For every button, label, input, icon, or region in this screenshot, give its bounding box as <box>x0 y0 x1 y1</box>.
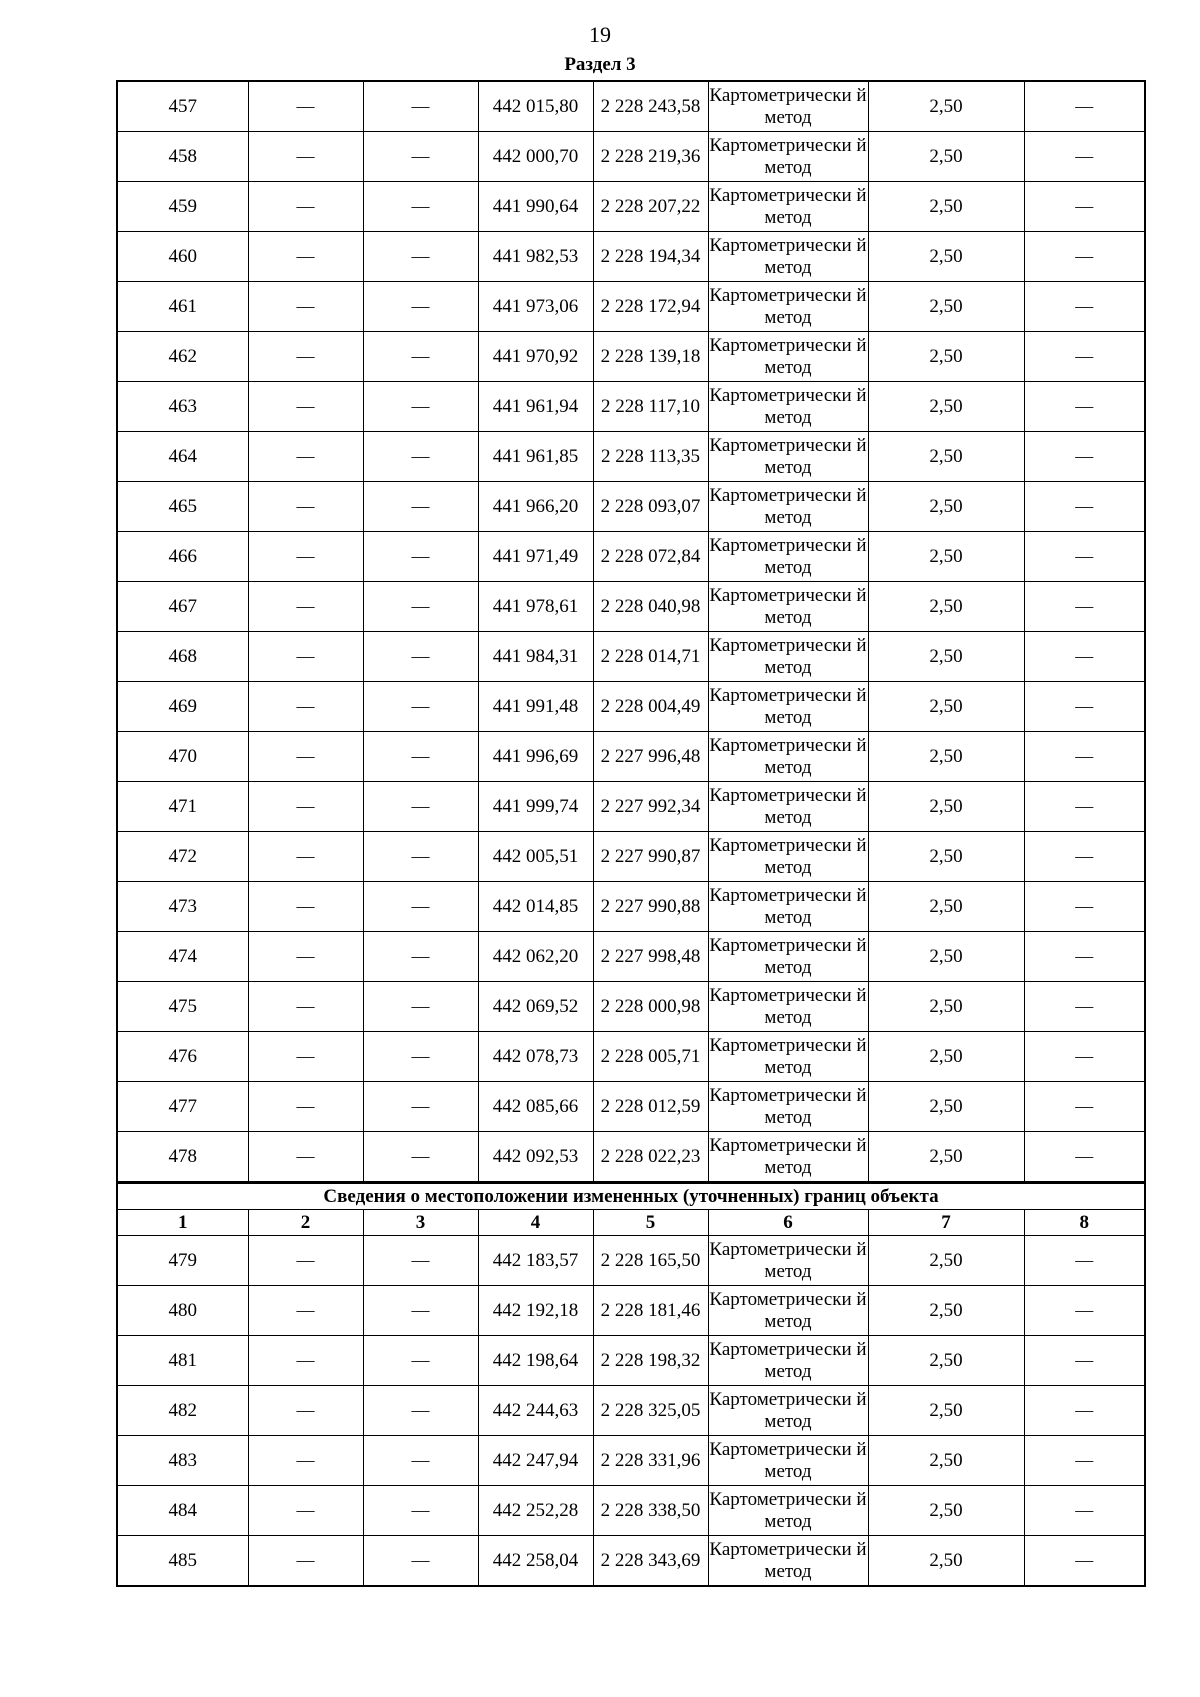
coordinate-x-cell: 441 970,92 <box>478 332 593 382</box>
dash-cell: — <box>1024 1286 1145 1336</box>
table-body-bottom <box>117 1236 1145 1587</box>
coordinate-x-cell: 442 244,63 <box>478 1386 593 1436</box>
dash-cell: — <box>1024 1436 1145 1486</box>
coordinate-y-cell: 2 227 990,88 <box>593 882 708 932</box>
point-number-cell: 471 <box>117 782 248 832</box>
coordinate-y-cell: 2 227 998,48 <box>593 932 708 982</box>
method-cell: Картометрически й метод <box>708 1536 868 1587</box>
dash-cell: — <box>1024 882 1145 932</box>
coordinate-x-cell: 441 982,53 <box>478 232 593 282</box>
coordinate-y-cell: 2 228 198,32 <box>593 1336 708 1386</box>
dash-cell: — <box>363 682 478 732</box>
column-number: 7 <box>868 1210 1024 1236</box>
table-row <box>117 932 1145 982</box>
method-cell: Картометрически й метод <box>708 1082 868 1132</box>
dash-cell: — <box>248 282 363 332</box>
method-cell: Картометрически й метод <box>708 732 868 782</box>
coordinate-y-cell: 2 228 004,49 <box>593 682 708 732</box>
dash-cell: — <box>363 232 478 282</box>
table-row <box>117 1486 1145 1536</box>
dash-cell: — <box>363 1132 478 1183</box>
table-row <box>117 832 1145 882</box>
dash-cell: — <box>1024 1386 1145 1436</box>
method-cell: Картометрически й метод <box>708 532 868 582</box>
table-row <box>117 1386 1145 1436</box>
dash-cell: — <box>1024 782 1145 832</box>
accuracy-cell: 2,50 <box>868 1336 1024 1386</box>
dash-cell: — <box>363 432 478 482</box>
accuracy-cell: 2,50 <box>868 432 1024 482</box>
table-row <box>117 732 1145 782</box>
dash-cell: — <box>1024 332 1145 382</box>
method-cell: Картометрически й метод <box>708 982 868 1032</box>
dash-cell: — <box>1024 632 1145 682</box>
column-number: 3 <box>363 1210 478 1236</box>
coordinate-y-cell: 2 228 181,46 <box>593 1286 708 1336</box>
coordinate-x-cell: 441 990,64 <box>478 182 593 232</box>
table-row <box>117 482 1145 532</box>
dash-cell: — <box>248 782 363 832</box>
dash-cell: — <box>1024 682 1145 732</box>
method-cell: Картометрически й метод <box>708 332 868 382</box>
dash-cell: — <box>248 1132 363 1183</box>
accuracy-cell: 2,50 <box>868 81 1024 132</box>
coordinate-x-cell: 442 000,70 <box>478 132 593 182</box>
accuracy-cell: 2,50 <box>868 132 1024 182</box>
point-number-cell: 476 <box>117 1032 248 1082</box>
column-numbers-row <box>117 1210 1145 1236</box>
dash-cell: — <box>1024 932 1145 982</box>
dash-cell: — <box>1024 232 1145 282</box>
method-cell: Картометрически й метод <box>708 382 868 432</box>
table-row <box>117 1336 1145 1386</box>
dash-cell: — <box>363 532 478 582</box>
table-row <box>117 532 1145 582</box>
dash-cell: — <box>1024 81 1145 132</box>
method-cell: Картометрически й метод <box>708 182 868 232</box>
accuracy-cell: 2,50 <box>868 1536 1024 1587</box>
table-row <box>117 382 1145 432</box>
accuracy-cell: 2,50 <box>868 332 1024 382</box>
dash-cell: — <box>248 932 363 982</box>
table-row <box>117 982 1145 1032</box>
coordinate-y-cell: 2 228 022,23 <box>593 1132 708 1183</box>
dash-cell: — <box>248 582 363 632</box>
dash-cell: — <box>1024 1032 1145 1082</box>
method-cell: Картометрически й метод <box>708 482 868 532</box>
point-number-cell: 466 <box>117 532 248 582</box>
coordinate-x-cell: 441 996,69 <box>478 732 593 782</box>
dash-cell: — <box>1024 182 1145 232</box>
accuracy-cell: 2,50 <box>868 1386 1024 1436</box>
coordinate-x-cell: 441 961,85 <box>478 432 593 482</box>
coordinate-x-cell: 442 092,53 <box>478 1132 593 1183</box>
coordinate-x-cell: 442 258,04 <box>478 1536 593 1587</box>
dash-cell: — <box>248 1486 363 1536</box>
point-number-cell: 457 <box>117 81 248 132</box>
coordinate-y-cell: 2 228 331,96 <box>593 1436 708 1486</box>
dash-cell: — <box>363 182 478 232</box>
subsection-heading: Сведения о местоположении измененных (уточненных) границ объекта <box>117 1183 1145 1210</box>
coordinate-x-cell: 442 252,28 <box>478 1486 593 1536</box>
dash-cell: — <box>248 632 363 682</box>
dash-cell: — <box>1024 1236 1145 1286</box>
method-cell: Картометрически й метод <box>708 432 868 482</box>
dash-cell: — <box>248 1386 363 1436</box>
point-number-cell: 479 <box>117 1236 248 1286</box>
dash-cell: — <box>363 982 478 1032</box>
column-number: 6 <box>708 1210 868 1236</box>
table-row <box>117 582 1145 632</box>
column-number: 5 <box>593 1210 708 1236</box>
coordinate-y-cell: 2 228 165,50 <box>593 1236 708 1286</box>
method-cell: Картометрически й метод <box>708 832 868 882</box>
point-number-cell: 483 <box>117 1436 248 1486</box>
method-cell: Картометрически й метод <box>708 1132 868 1183</box>
point-number-cell: 477 <box>117 1082 248 1132</box>
table-row <box>117 882 1145 932</box>
dash-cell: — <box>248 482 363 532</box>
point-number-cell: 468 <box>117 632 248 682</box>
dash-cell: — <box>248 432 363 482</box>
dash-cell: — <box>363 81 478 132</box>
coordinate-y-cell: 2 228 325,05 <box>593 1386 708 1436</box>
coordinate-y-cell: 2 228 117,10 <box>593 382 708 432</box>
dash-cell: — <box>363 582 478 632</box>
point-number-cell: 465 <box>117 482 248 532</box>
table-row <box>117 81 1145 132</box>
coordinate-x-cell: 442 062,20 <box>478 932 593 982</box>
method-cell: Картометрически й метод <box>708 282 868 332</box>
accuracy-cell: 2,50 <box>868 632 1024 682</box>
coordinate-y-cell: 2 228 093,07 <box>593 482 708 532</box>
point-number-cell: 458 <box>117 132 248 182</box>
table-row <box>117 1286 1145 1336</box>
coordinate-x-cell: 442 192,18 <box>478 1286 593 1336</box>
dash-cell: — <box>363 1236 478 1286</box>
dash-cell: — <box>1024 1132 1145 1183</box>
dash-cell: — <box>1024 1486 1145 1536</box>
coordinate-y-cell: 2 228 194,34 <box>593 232 708 282</box>
dash-cell: — <box>363 732 478 782</box>
accuracy-cell: 2,50 <box>868 1486 1024 1536</box>
dash-cell: — <box>248 132 363 182</box>
method-cell: Картометрически й метод <box>708 682 868 732</box>
method-cell: Картометрически й метод <box>708 782 868 832</box>
method-cell: Картометрически й метод <box>708 882 868 932</box>
method-cell: Картометрически й метод <box>708 1336 868 1386</box>
method-cell: Картометрически й метод <box>708 1486 868 1536</box>
column-number: 1 <box>117 1210 248 1236</box>
dash-cell: — <box>363 382 478 432</box>
coordinate-x-cell: 442 085,66 <box>478 1082 593 1132</box>
point-number-cell: 469 <box>117 682 248 732</box>
dash-cell: — <box>248 532 363 582</box>
coordinate-y-cell: 2 228 040,98 <box>593 582 708 632</box>
point-number-cell: 464 <box>117 432 248 482</box>
accuracy-cell: 2,50 <box>868 532 1024 582</box>
dash-cell: — <box>363 932 478 982</box>
accuracy-cell: 2,50 <box>868 982 1024 1032</box>
boundary-points-table <box>116 80 1146 1587</box>
point-number-cell: 467 <box>117 582 248 632</box>
dash-cell: — <box>363 1436 478 1486</box>
method-cell: Картометрически й метод <box>708 1236 868 1286</box>
method-cell: Картометрически й метод <box>708 932 868 982</box>
point-number-cell: 485 <box>117 1536 248 1587</box>
point-number-cell: 475 <box>117 982 248 1032</box>
point-number-cell: 484 <box>117 1486 248 1536</box>
accuracy-cell: 2,50 <box>868 1082 1024 1132</box>
accuracy-cell: 2,50 <box>868 732 1024 782</box>
accuracy-cell: 2,50 <box>868 932 1024 982</box>
table-row <box>117 782 1145 832</box>
coordinate-x-cell: 441 999,74 <box>478 782 593 832</box>
accuracy-cell: 2,50 <box>868 582 1024 632</box>
method-cell: Картометрически й метод <box>708 632 868 682</box>
coordinate-x-cell: 442 005,51 <box>478 832 593 882</box>
dash-cell: — <box>363 1286 478 1336</box>
table-row <box>117 1132 1145 1183</box>
dash-cell: — <box>1024 132 1145 182</box>
dash-cell: — <box>363 882 478 932</box>
point-number-cell: 459 <box>117 182 248 232</box>
dash-cell: — <box>248 1082 363 1132</box>
dash-cell: — <box>248 382 363 432</box>
dash-cell: — <box>363 1486 478 1536</box>
accuracy-cell: 2,50 <box>868 232 1024 282</box>
accuracy-cell: 2,50 <box>868 832 1024 882</box>
column-number: 4 <box>478 1210 593 1236</box>
dash-cell: — <box>363 1082 478 1132</box>
method-cell: Картометрически й метод <box>708 1436 868 1486</box>
method-cell: Картометрически й метод <box>708 81 868 132</box>
dash-cell: — <box>248 81 363 132</box>
point-number-cell: 462 <box>117 332 248 382</box>
coordinate-y-cell: 2 228 000,98 <box>593 982 708 1032</box>
accuracy-cell: 2,50 <box>868 1132 1024 1183</box>
dash-cell: — <box>248 332 363 382</box>
coordinate-y-cell: 2 228 072,84 <box>593 532 708 582</box>
table-row <box>117 632 1145 682</box>
coordinate-x-cell: 441 973,06 <box>478 282 593 332</box>
dash-cell: — <box>248 682 363 732</box>
dash-cell: — <box>1024 732 1145 782</box>
point-number-cell: 482 <box>117 1386 248 1436</box>
accuracy-cell: 2,50 <box>868 1286 1024 1336</box>
accuracy-cell: 2,50 <box>868 482 1024 532</box>
accuracy-cell: 2,50 <box>868 382 1024 432</box>
coordinate-y-cell: 2 228 113,35 <box>593 432 708 482</box>
table-row <box>117 132 1145 182</box>
dash-cell: — <box>363 282 478 332</box>
dash-cell: — <box>248 982 363 1032</box>
coordinate-x-cell: 442 183,57 <box>478 1236 593 1286</box>
dash-cell: — <box>1024 482 1145 532</box>
dash-cell: — <box>1024 282 1145 332</box>
accuracy-cell: 2,50 <box>868 782 1024 832</box>
accuracy-cell: 2,50 <box>868 1236 1024 1286</box>
page-number: 19 <box>589 22 611 47</box>
coordinate-x-cell: 442 198,64 <box>478 1336 593 1386</box>
dash-cell: — <box>363 1536 478 1587</box>
dash-cell: — <box>248 1032 363 1082</box>
coordinate-y-cell: 2 227 996,48 <box>593 732 708 782</box>
coordinate-y-cell: 2 228 172,94 <box>593 282 708 332</box>
coordinate-x-cell: 442 069,52 <box>478 982 593 1032</box>
dash-cell: — <box>363 782 478 832</box>
point-number-cell: 461 <box>117 282 248 332</box>
table-body-top <box>117 81 1145 1183</box>
accuracy-cell: 2,50 <box>868 1032 1024 1082</box>
coordinate-y-cell: 2 228 207,22 <box>593 182 708 232</box>
table-row <box>117 1536 1145 1587</box>
coordinate-y-cell: 2 228 014,71 <box>593 632 708 682</box>
dash-cell: — <box>248 882 363 932</box>
dash-cell: — <box>1024 432 1145 482</box>
table-row <box>117 682 1145 732</box>
table-row <box>117 182 1145 232</box>
table-row <box>117 1436 1145 1486</box>
dash-cell: — <box>1024 832 1145 882</box>
coordinate-x-cell: 442 078,73 <box>478 1032 593 1082</box>
dash-cell: — <box>1024 982 1145 1032</box>
dash-cell: — <box>1024 382 1145 432</box>
coordinate-x-cell: 441 966,20 <box>478 482 593 532</box>
coordinate-y-cell: 2 227 992,34 <box>593 782 708 832</box>
coordinate-y-cell: 2 228 338,50 <box>593 1486 708 1536</box>
method-cell: Картометрически й метод <box>708 232 868 282</box>
dash-cell: — <box>248 1336 363 1386</box>
coordinate-y-cell: 2 228 012,59 <box>593 1082 708 1132</box>
coordinate-x-cell: 441 961,94 <box>478 382 593 432</box>
dash-cell: — <box>363 482 478 532</box>
dash-cell: — <box>363 1386 478 1436</box>
table-row <box>117 432 1145 482</box>
point-number-cell: 478 <box>117 1132 248 1183</box>
coordinate-x-cell: 442 014,85 <box>478 882 593 932</box>
accuracy-cell: 2,50 <box>868 682 1024 732</box>
point-number-cell: 474 <box>117 932 248 982</box>
dash-cell: — <box>1024 1082 1145 1132</box>
subsection-heading-row <box>117 1183 1145 1210</box>
coordinate-y-cell: 2 227 990,87 <box>593 832 708 882</box>
dash-cell: — <box>1024 582 1145 632</box>
dash-cell: — <box>248 1236 363 1286</box>
table-row <box>117 282 1145 332</box>
method-cell: Картометрически й метод <box>708 1032 868 1082</box>
coordinate-y-cell: 2 228 243,58 <box>593 81 708 132</box>
dash-cell: — <box>363 1032 478 1082</box>
section-title: Раздел 3 <box>564 54 636 75</box>
coordinate-y-cell: 2 228 005,71 <box>593 1032 708 1082</box>
dash-cell: — <box>248 1436 363 1486</box>
dash-cell: — <box>363 832 478 882</box>
dash-cell: — <box>363 332 478 382</box>
coordinate-y-cell: 2 228 343,69 <box>593 1536 708 1587</box>
point-number-cell: 481 <box>117 1336 248 1386</box>
point-number-cell: 472 <box>117 832 248 882</box>
accuracy-cell: 2,50 <box>868 1436 1024 1486</box>
dash-cell: — <box>1024 532 1145 582</box>
column-number: 8 <box>1024 1210 1145 1236</box>
dash-cell: — <box>363 632 478 682</box>
coordinate-x-cell: 442 247,94 <box>478 1436 593 1486</box>
column-number: 2 <box>248 1210 363 1236</box>
method-cell: Картометрически й метод <box>708 132 868 182</box>
point-number-cell: 463 <box>117 382 248 432</box>
coordinate-y-cell: 2 228 219,36 <box>593 132 708 182</box>
table-row <box>117 1236 1145 1286</box>
method-cell: Картометрически й метод <box>708 582 868 632</box>
point-number-cell: 460 <box>117 232 248 282</box>
point-number-cell: 470 <box>117 732 248 782</box>
dash-cell: — <box>1024 1536 1145 1587</box>
coordinate-x-cell: 441 971,49 <box>478 532 593 582</box>
dash-cell: — <box>248 232 363 282</box>
table-row <box>117 332 1145 382</box>
dash-cell: — <box>248 732 363 782</box>
coordinate-x-cell: 442 015,80 <box>478 81 593 132</box>
table-row <box>117 232 1145 282</box>
table-row <box>117 1082 1145 1132</box>
dash-cell: — <box>248 832 363 882</box>
dash-cell: — <box>1024 1336 1145 1386</box>
dash-cell: — <box>248 182 363 232</box>
dash-cell: — <box>248 1536 363 1587</box>
method-cell: Картометрически й метод <box>708 1386 868 1436</box>
table-row <box>117 1032 1145 1082</box>
method-cell: Картометрически й метод <box>708 1286 868 1336</box>
point-number-cell: 473 <box>117 882 248 932</box>
table-subsection-header <box>117 1183 1145 1236</box>
point-number-cell: 480 <box>117 1286 248 1336</box>
dash-cell: — <box>363 132 478 182</box>
dash-cell: — <box>248 1286 363 1336</box>
coordinate-x-cell: 441 984,31 <box>478 632 593 682</box>
accuracy-cell: 2,50 <box>868 182 1024 232</box>
coordinate-x-cell: 441 991,48 <box>478 682 593 732</box>
coordinate-y-cell: 2 228 139,18 <box>593 332 708 382</box>
coordinate-x-cell: 441 978,61 <box>478 582 593 632</box>
dash-cell: — <box>363 1336 478 1386</box>
accuracy-cell: 2,50 <box>868 882 1024 932</box>
accuracy-cell: 2,50 <box>868 282 1024 332</box>
